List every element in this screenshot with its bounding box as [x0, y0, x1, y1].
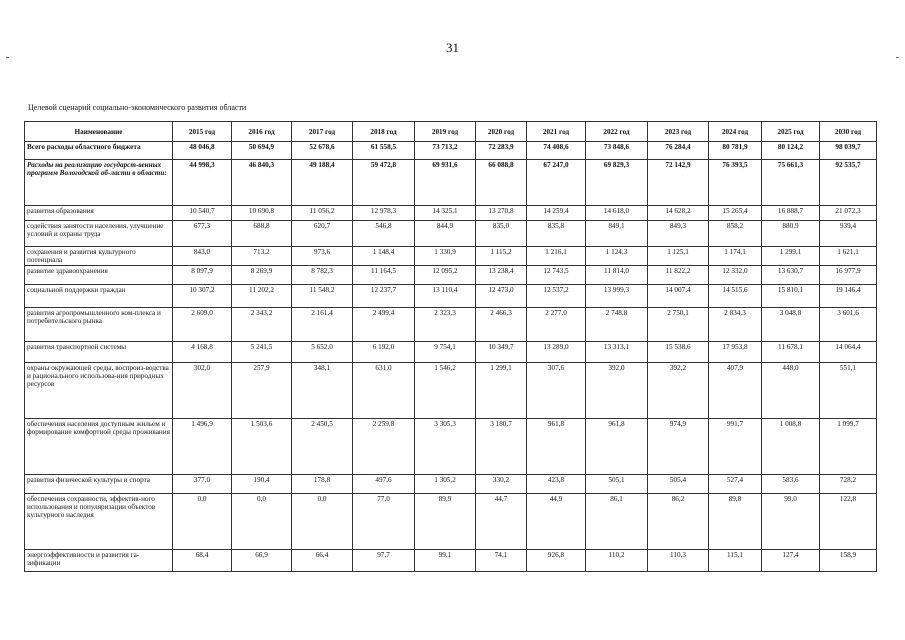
- value-cell: 843,0: [173, 247, 232, 266]
- value-cell: 1 299,1: [762, 247, 820, 266]
- table-row: [25, 494, 877, 550]
- value-cell: 961,8: [527, 419, 586, 475]
- value-cell: 835,8: [527, 221, 586, 247]
- header-year: 2024 год: [709, 122, 762, 142]
- value-cell: 13 289,0: [527, 342, 586, 363]
- value-cell: 10 690,8: [232, 206, 292, 221]
- value-cell: 76 393,5: [709, 160, 762, 206]
- value-cell: 1 621,1: [820, 247, 877, 266]
- value-cell: 713,2: [232, 247, 292, 266]
- value-cell: 14 007,4: [648, 285, 709, 308]
- budget-table: [24, 121, 877, 572]
- value-cell: 11 056,2: [292, 206, 353, 221]
- value-cell: 2 466,3: [476, 308, 527, 342]
- value-cell: 12 978,3: [353, 206, 415, 221]
- value-cell: 1 503,6: [232, 419, 292, 475]
- value-cell: 16 977,9: [820, 266, 877, 285]
- value-cell: 2 277,0: [527, 308, 586, 342]
- value-cell: 835,0: [476, 221, 527, 247]
- value-cell: 67 247,0: [527, 160, 586, 206]
- value-cell: 631,0: [353, 363, 415, 419]
- value-cell: 158,9: [820, 550, 877, 572]
- value-cell: 115,1: [709, 550, 762, 572]
- value-cell: 13 270,8: [476, 206, 527, 221]
- value-cell: 546,8: [353, 221, 415, 247]
- value-cell: 14 618,0: [586, 206, 648, 221]
- value-cell: 2 161,4: [292, 308, 353, 342]
- table-row: [25, 285, 877, 308]
- value-cell: 677,3: [173, 221, 232, 247]
- value-cell: 939,4: [820, 221, 877, 247]
- value-cell: 52 678,6: [292, 142, 353, 160]
- value-cell: 8 269,9: [232, 266, 292, 285]
- row-name-cell: Расходы на реализацию государст-венных программ Вологодской об-ласти в области:: [25, 160, 173, 206]
- value-cell: 4 168,8: [173, 342, 232, 363]
- value-cell: 728,2: [820, 475, 877, 494]
- value-cell: 1 330,9: [415, 247, 476, 266]
- header-year: 2022 год: [586, 122, 648, 142]
- value-cell: 2 834,3: [709, 308, 762, 342]
- value-cell: 307,6: [527, 363, 586, 419]
- value-cell: 2 259,8: [353, 419, 415, 475]
- value-cell: 13 313,1: [586, 342, 648, 363]
- value-cell: 1 099,7: [820, 419, 877, 475]
- table-row: [25, 142, 877, 160]
- row-name-cell: обеспечения населения доступным жильем и формирование комфортной среды проживания: [25, 419, 173, 475]
- value-cell: 49 188,4: [292, 160, 353, 206]
- value-cell: 1 305,2: [415, 475, 476, 494]
- row-name-cell: Всего расходы областного бюджета: [25, 142, 173, 160]
- value-cell: 21 072,3: [820, 206, 877, 221]
- value-cell: 423,8: [527, 475, 586, 494]
- value-cell: 15 538,6: [648, 342, 709, 363]
- value-cell: 858,2: [709, 221, 762, 247]
- value-cell: 80 124,2: [762, 142, 820, 160]
- value-cell: 61 558,5: [353, 142, 415, 160]
- value-cell: 1 125,1: [648, 247, 709, 266]
- value-cell: 973,6: [292, 247, 353, 266]
- value-cell: 3 048,8: [762, 308, 820, 342]
- table-row: [25, 266, 877, 285]
- header-year: 2030 год: [820, 122, 877, 142]
- value-cell: 3 305,3: [415, 419, 476, 475]
- header-name: Наименование: [25, 122, 173, 142]
- value-cell: 73 713,2: [415, 142, 476, 160]
- value-cell: 688,8: [232, 221, 292, 247]
- value-cell: 2 748,8: [586, 308, 648, 342]
- value-cell: 12 473,0: [476, 285, 527, 308]
- value-cell: 527,4: [709, 475, 762, 494]
- value-cell: 12 537,2: [527, 285, 586, 308]
- row-name-cell: развития образования: [25, 206, 173, 221]
- value-cell: 12 332,0: [709, 266, 762, 285]
- value-cell: 76 284,4: [648, 142, 709, 160]
- value-cell: 8 782,3: [292, 266, 353, 285]
- value-cell: 991,7: [709, 419, 762, 475]
- value-cell: 1 115,2: [476, 247, 527, 266]
- row-name-cell: развития агропромышленного ком-плекса и потребительского рынка: [25, 308, 173, 342]
- value-cell: 0,0: [232, 494, 292, 550]
- value-cell: 407,9: [709, 363, 762, 419]
- value-cell: 505,1: [586, 475, 648, 494]
- value-cell: 2 323,3: [415, 308, 476, 342]
- value-cell: 110,3: [648, 550, 709, 572]
- value-cell: 86,1: [586, 494, 648, 550]
- value-cell: 13 999,3: [586, 285, 648, 308]
- value-cell: 72 283,9: [476, 142, 527, 160]
- value-cell: 1 008,8: [762, 419, 820, 475]
- value-cell: 13 238,4: [476, 266, 527, 285]
- header-year: 2023 год: [648, 122, 709, 142]
- value-cell: 48 046,8: [173, 142, 232, 160]
- value-cell: 377,0: [173, 475, 232, 494]
- value-cell: 97,7: [353, 550, 415, 572]
- value-cell: 961,8: [586, 419, 648, 475]
- value-cell: 13 630,7: [762, 266, 820, 285]
- value-cell: 926,8: [527, 550, 586, 572]
- table-caption: Целевой сценарий социально-экономического развития области: [28, 103, 247, 112]
- value-cell: 99,1: [415, 550, 476, 572]
- value-cell: 392,0: [586, 363, 648, 419]
- value-cell: 92 535,7: [820, 160, 877, 206]
- value-cell: 16 888,7: [762, 206, 820, 221]
- value-cell: 10 349,7: [476, 342, 527, 363]
- page-number: 31: [446, 40, 459, 55]
- value-cell: 66 088,8: [476, 160, 527, 206]
- value-cell: 849,1: [586, 221, 648, 247]
- value-cell: 1 216,1: [527, 247, 586, 266]
- value-cell: 68,4: [173, 550, 232, 572]
- value-cell: 0,0: [292, 494, 353, 550]
- header-year: 2018 год: [353, 122, 415, 142]
- header-year: 2020 год: [476, 122, 527, 142]
- value-cell: 551,1: [820, 363, 877, 419]
- value-cell: 11 814,0: [586, 266, 648, 285]
- value-cell: 13 110,4: [415, 285, 476, 308]
- value-cell: 5 652,0: [292, 342, 353, 363]
- value-cell: 2 609,0: [173, 308, 232, 342]
- row-name-cell: охраны окружающей среды, воспроиз-водства и рационального использова-ния природных ресурсов: [25, 363, 173, 419]
- value-cell: 302,0: [173, 363, 232, 419]
- table-row: [25, 308, 877, 342]
- value-cell: 69 931,6: [415, 160, 476, 206]
- value-cell: 72 142,9: [648, 160, 709, 206]
- table-row: [25, 206, 877, 221]
- header-year: 2017 год: [292, 122, 353, 142]
- value-cell: 77,0: [353, 494, 415, 550]
- value-cell: 330,2: [476, 475, 527, 494]
- value-cell: 844,9: [415, 221, 476, 247]
- value-cell: 880,9: [762, 221, 820, 247]
- header-year: 2015 год: [173, 122, 232, 142]
- table-body: [25, 142, 877, 572]
- table-row: [25, 419, 877, 475]
- value-cell: 2 450,5: [292, 419, 353, 475]
- value-cell: 14 515,6: [709, 285, 762, 308]
- value-cell: 66,9: [232, 550, 292, 572]
- value-cell: 348,1: [292, 363, 353, 419]
- value-cell: 122,8: [820, 494, 877, 550]
- value-cell: 1 299,1: [476, 363, 527, 419]
- row-name-cell: обеспечения сохранности, эффектив-ного использования и популяризации объектов культурного наследия: [25, 494, 173, 550]
- row-name-cell: сохранения и развития культурного потенциала: [25, 247, 173, 266]
- value-cell: 11 822,2: [648, 266, 709, 285]
- value-cell: 73 848,6: [586, 142, 648, 160]
- value-cell: 14 325,1: [415, 206, 476, 221]
- table-row: [25, 475, 877, 494]
- table-row: [25, 363, 877, 419]
- value-cell: 99,0: [762, 494, 820, 550]
- row-name-cell: энергоэффективности и развития га-зификации: [25, 550, 173, 572]
- table-row: [25, 342, 877, 363]
- value-cell: 15 265,4: [709, 206, 762, 221]
- value-cell: 14 064,4: [820, 342, 877, 363]
- value-cell: 2 750,1: [648, 308, 709, 342]
- value-cell: 89,8: [709, 494, 762, 550]
- value-cell: 98 039,7: [820, 142, 877, 160]
- value-cell: 17 953,8: [709, 342, 762, 363]
- value-cell: 12 095,2: [415, 266, 476, 285]
- value-cell: 11 548,2: [292, 285, 353, 308]
- value-cell: 620,7: [292, 221, 353, 247]
- value-cell: 89,9: [415, 494, 476, 550]
- table-row: [25, 550, 877, 572]
- value-cell: 257,9: [232, 363, 292, 419]
- value-cell: 74,1: [476, 550, 527, 572]
- row-name-cell: социальной поддержки граждан: [25, 285, 173, 308]
- value-cell: 11 164,5: [353, 266, 415, 285]
- value-cell: 86,2: [648, 494, 709, 550]
- value-cell: 849,3: [648, 221, 709, 247]
- value-cell: 5 241,5: [232, 342, 292, 363]
- value-cell: 0,0: [173, 494, 232, 550]
- value-cell: 110,2: [586, 550, 648, 572]
- value-cell: 9 754,1: [415, 342, 476, 363]
- value-cell: 14 628,2: [648, 206, 709, 221]
- value-cell: 15 810,1: [762, 285, 820, 308]
- table-row: [25, 160, 877, 206]
- value-cell: 448,0: [762, 363, 820, 419]
- value-cell: 127,4: [762, 550, 820, 572]
- value-cell: 44,7: [476, 494, 527, 550]
- value-cell: 190,4: [232, 475, 292, 494]
- table-row: [25, 247, 877, 266]
- value-cell: 12 743,5: [527, 266, 586, 285]
- value-cell: 1 496,9: [173, 419, 232, 475]
- value-cell: 46 840,3: [232, 160, 292, 206]
- value-cell: 1 546,2: [415, 363, 476, 419]
- value-cell: 44 998,3: [173, 160, 232, 206]
- value-cell: 14 259,4: [527, 206, 586, 221]
- header-year: 2021 год: [527, 122, 586, 142]
- value-cell: 178,8: [292, 475, 353, 494]
- value-cell: 2 499,4: [353, 308, 415, 342]
- value-cell: 19 146,4: [820, 285, 877, 308]
- value-cell: 10 307,2: [173, 285, 232, 308]
- value-cell: 66,4: [292, 550, 353, 572]
- row-name-cell: развития физической культуры и спорта: [25, 475, 173, 494]
- value-cell: 2 343,2: [232, 308, 292, 342]
- value-cell: 392,2: [648, 363, 709, 419]
- value-cell: 3 180,7: [476, 419, 527, 475]
- table-row: [25, 221, 877, 247]
- value-cell: 3 601,6: [820, 308, 877, 342]
- value-cell: 74 408,6: [527, 142, 586, 160]
- value-cell: 974,9: [648, 419, 709, 475]
- value-cell: 59 472,8: [353, 160, 415, 206]
- value-cell: 6 192,0: [353, 342, 415, 363]
- value-cell: 80 781,9: [709, 142, 762, 160]
- row-name-cell: развития транспортной системы: [25, 342, 173, 363]
- header-year: 2025 год: [762, 122, 820, 142]
- value-cell: 1 124,3: [586, 247, 648, 266]
- value-cell: 75 661,3: [762, 160, 820, 206]
- header-year: 2016 год: [232, 122, 292, 142]
- value-cell: 50 694,9: [232, 142, 292, 160]
- value-cell: 497,6: [353, 475, 415, 494]
- value-cell: 11 678,1: [762, 342, 820, 363]
- table-header-row: [25, 122, 877, 142]
- header-year: 2019 год: [415, 122, 476, 142]
- value-cell: 44,9: [527, 494, 586, 550]
- right-margin-mark: [896, 57, 899, 58]
- value-cell: 1 174,1: [709, 247, 762, 266]
- value-cell: 10 540,7: [173, 206, 232, 221]
- value-cell: 12 237,7: [353, 285, 415, 308]
- value-cell: 69 829,3: [586, 160, 648, 206]
- value-cell: 1 148,4: [353, 247, 415, 266]
- value-cell: 505,4: [648, 475, 709, 494]
- row-name-cell: содействия занятости населения, улучшение условий и охраны труда: [25, 221, 173, 247]
- left-margin-mark: [6, 57, 9, 58]
- value-cell: 583,6: [762, 475, 820, 494]
- value-cell: 8 097,9: [173, 266, 232, 285]
- value-cell: 11 202,2: [232, 285, 292, 308]
- row-name-cell: развитие здравоохранения: [25, 266, 173, 285]
